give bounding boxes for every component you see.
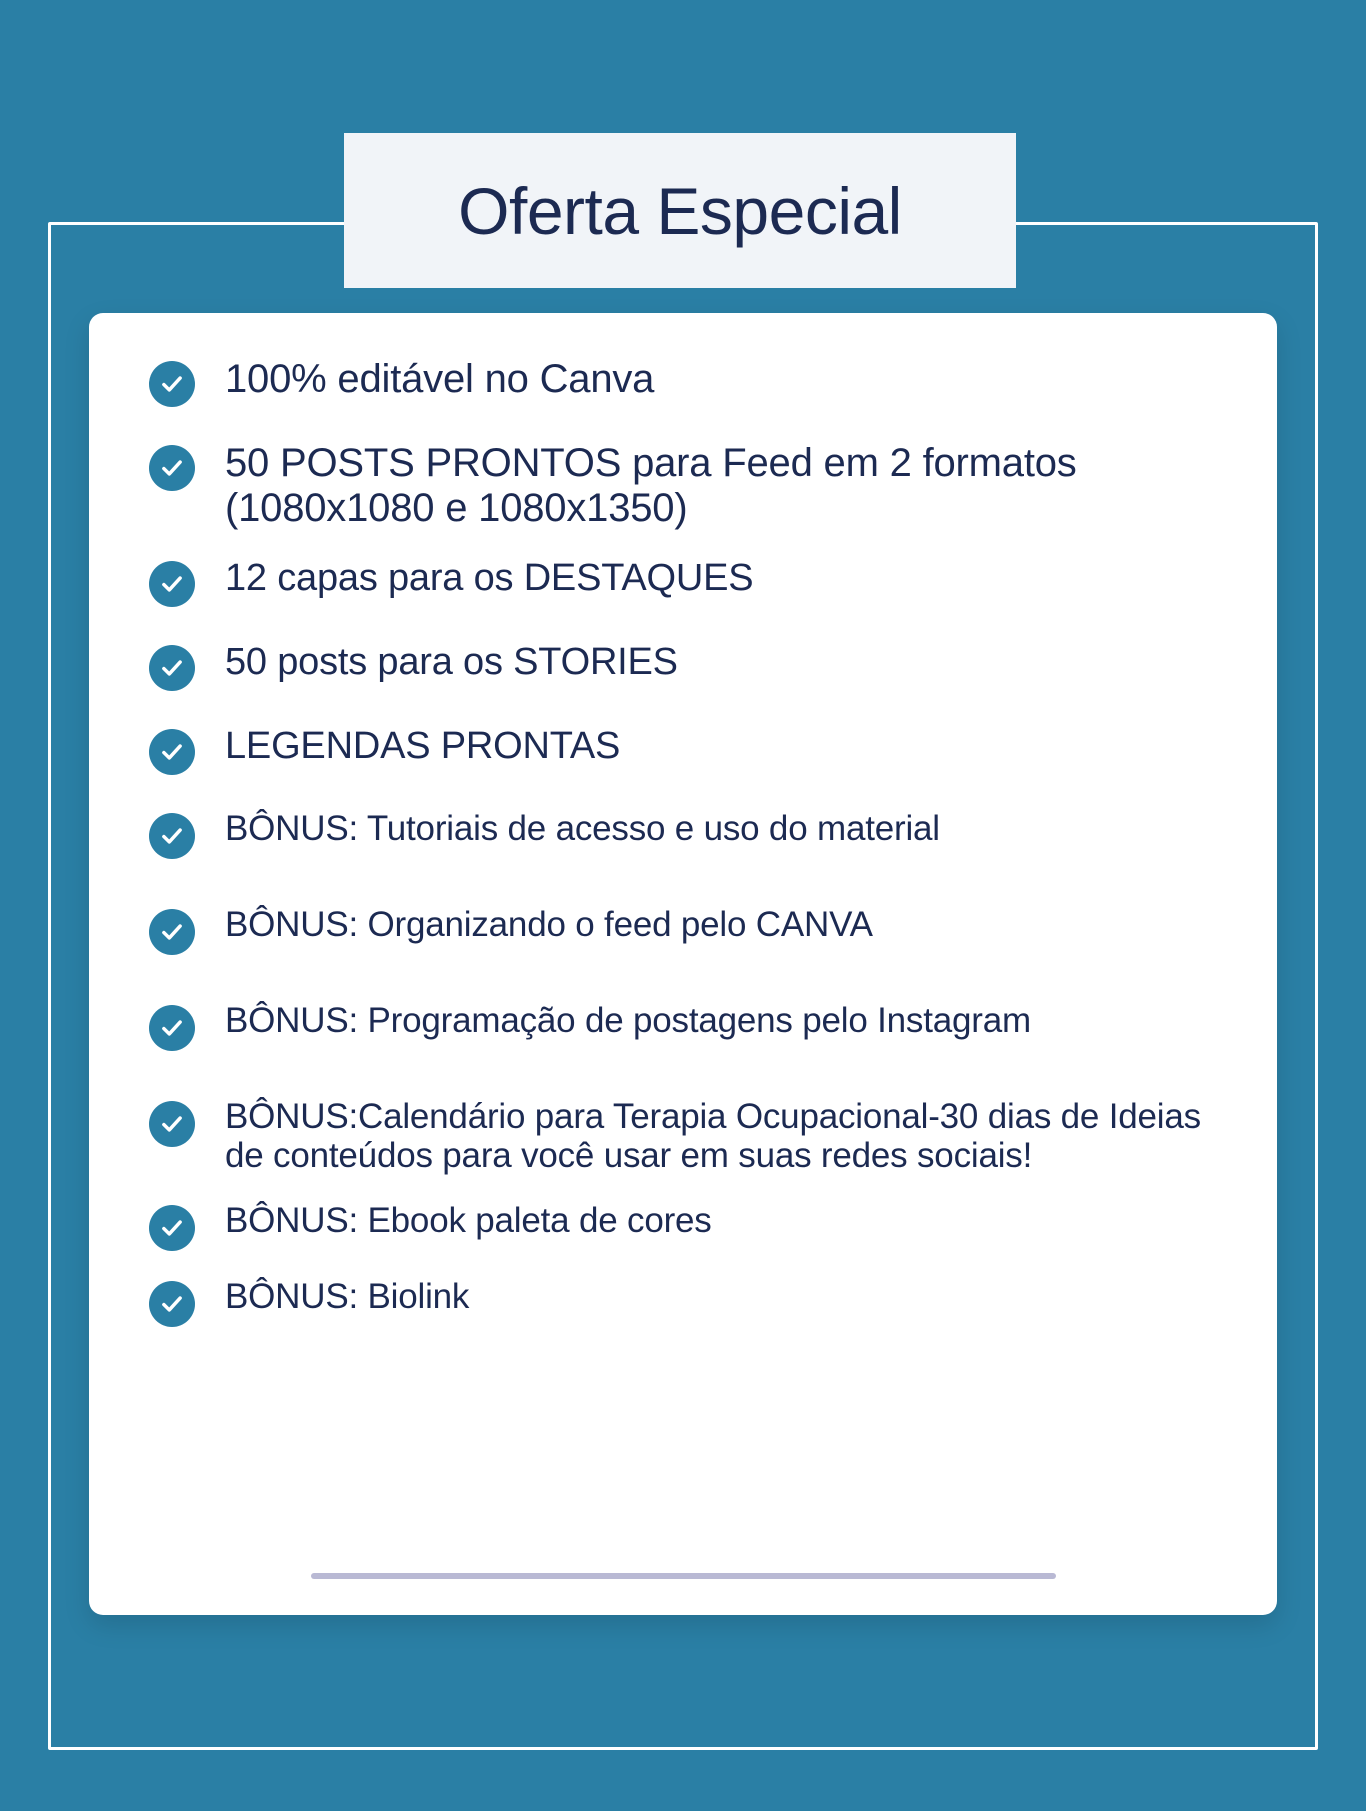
- list-item: [149, 641, 1217, 691]
- benefit-text: BÔNUS: Tutoriais de acesso e uso do material: [225, 808, 940, 848]
- benefit-text: BÔNUS: Ebook paleta de cores: [225, 1200, 712, 1240]
- list-item: [149, 809, 1217, 859]
- check-circle-icon: [149, 1281, 195, 1327]
- benefit-text: BÔNUS: Programação de postagens pelo Instagram: [225, 1000, 1031, 1040]
- check-circle-icon: [149, 445, 195, 491]
- check-circle-icon: [149, 561, 195, 607]
- list-item: [149, 441, 1217, 531]
- check-circle-icon: [149, 361, 195, 407]
- benefit-text: 100% editável no Canva: [225, 357, 655, 401]
- check-circle-icon: [149, 1005, 195, 1051]
- benefit-text: 50 posts para os STORIES: [225, 640, 678, 683]
- check-circle-icon: [149, 1101, 195, 1147]
- list-item: [149, 725, 1217, 775]
- list-item: [149, 357, 1217, 407]
- list-item: [149, 557, 1217, 607]
- check-circle-icon: [149, 909, 195, 955]
- benefit-text: BÔNUS: Biolink: [225, 1276, 470, 1316]
- title-panel: [344, 133, 1016, 288]
- list-item: [149, 905, 1217, 955]
- benefit-text: BÔNUS: Organizando o feed pelo CANVA: [225, 904, 873, 944]
- benefit-text: 12 capas para os DESTAQUES: [225, 556, 754, 599]
- check-circle-icon: [149, 645, 195, 691]
- check-circle-icon: [149, 729, 195, 775]
- list-item: [149, 1201, 1217, 1251]
- list-item: [149, 1097, 1217, 1175]
- bottom-divider: [311, 1573, 1056, 1579]
- list-item: [149, 1277, 1217, 1327]
- benefits-card: [89, 313, 1277, 1615]
- page-title: Oferta Especial: [458, 173, 902, 248]
- list-item: [149, 1001, 1217, 1051]
- check-circle-icon: [149, 813, 195, 859]
- benefit-text: LEGENDAS PRONTAS: [225, 724, 621, 767]
- benefit-text: 50 POSTS PRONTOS para Feed em 2 formatos (1080x1080 e 1080x1350): [225, 441, 1077, 530]
- benefits-list: [149, 357, 1217, 1327]
- check-circle-icon: [149, 1205, 195, 1251]
- benefit-text: BÔNUS:Calendário para Terapia Ocupacional-30 dias de Ideias de conteúdos para você usar em suas redes sociais!: [225, 1096, 1201, 1175]
